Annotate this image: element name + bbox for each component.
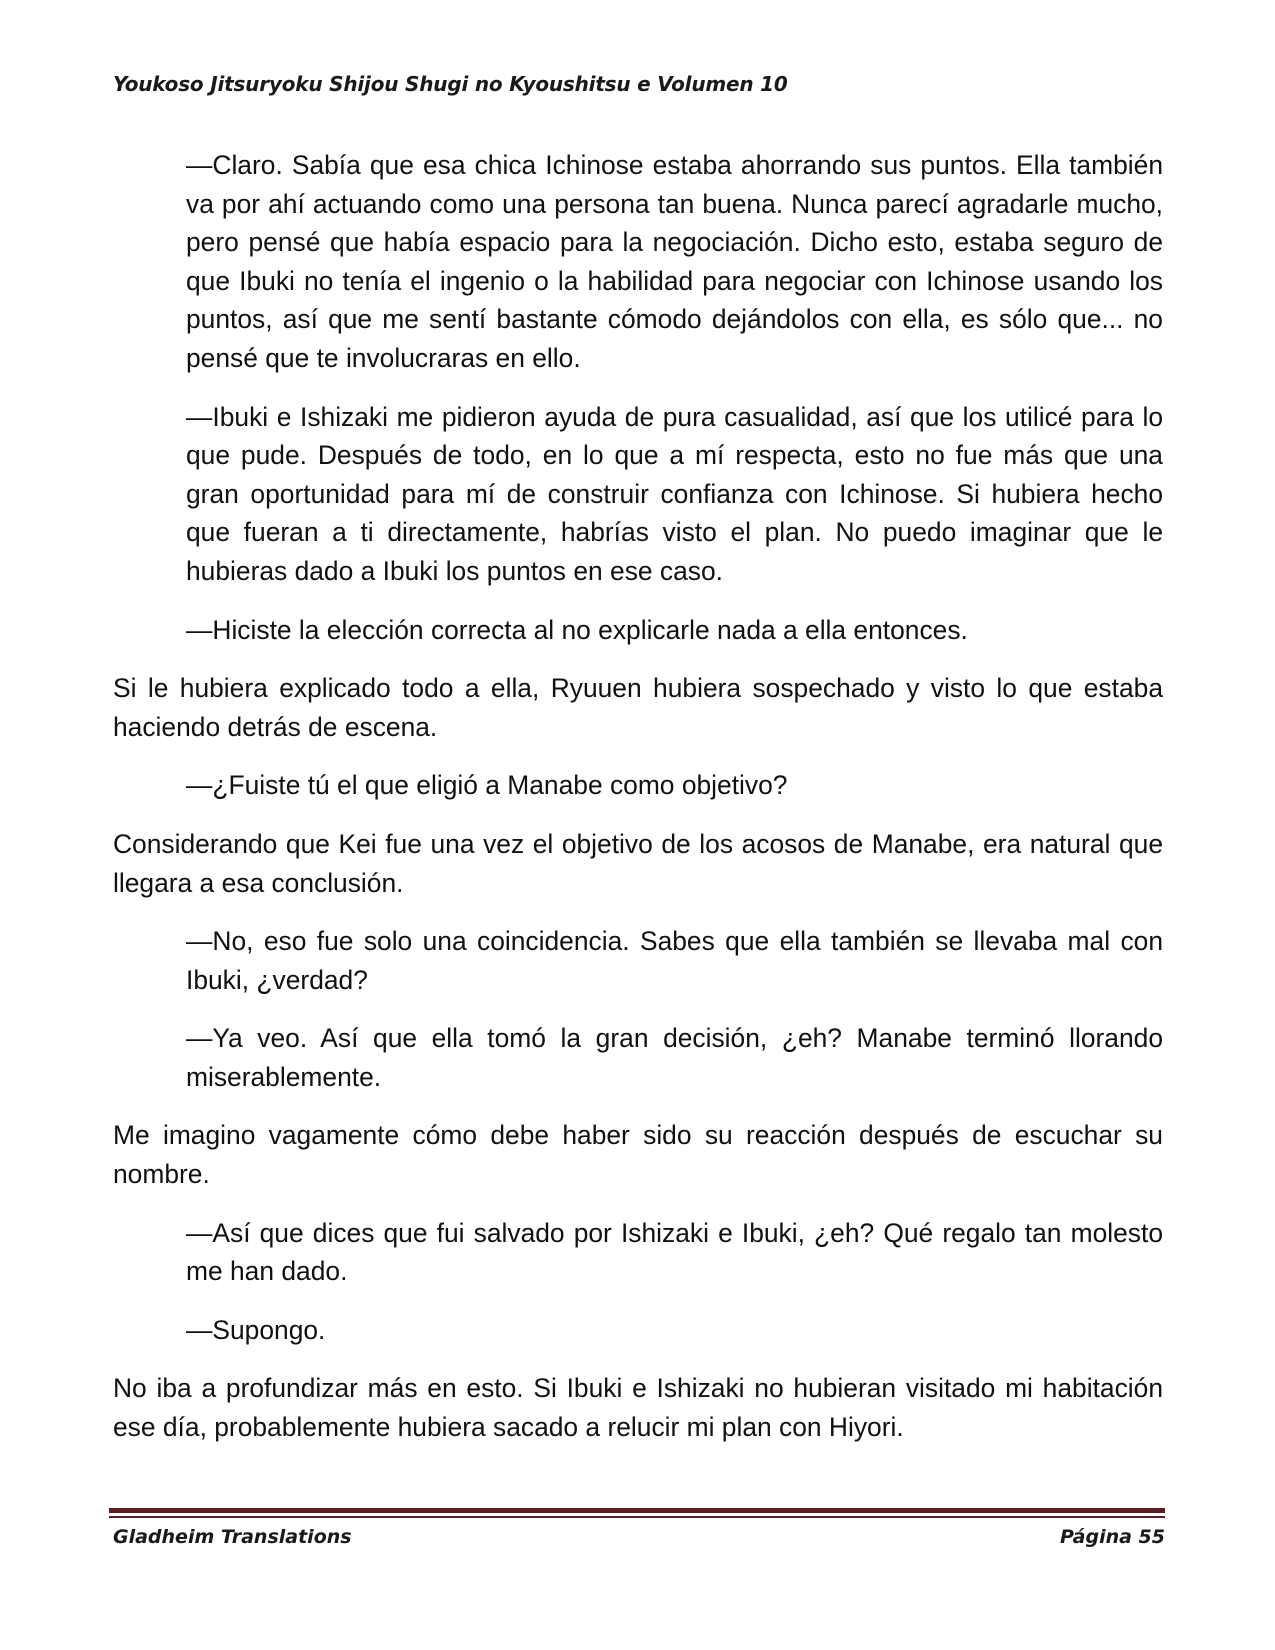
page-header-title: Youkoso Jitsuryoku Shijou Shugi no Kyoushitsu e Volumen 10 [113, 72, 788, 96]
dialogue-paragraph: —No, eso fue solo una coincidencia. Sabes que ella también se llevaba mal con Ibuki, ¿verdad? [186, 926, 1163, 995]
dialogue-paragraph: —Ibuki e Ishizaki me pidieron ayuda de pura casualidad, así que los utilicé para lo que pude. Después de todo, en lo que a mí respecta, esto no fue más que una gran oportunidad para mí de construir confianza con Ichinose. Si hubiera hecho que fueran a ti directamente, habrías visto el plan. No puedo imaginar que le hubieras dado a Ibuki los puntos en ese caso. [186, 401, 1163, 586]
footer-divider-thin [109, 1516, 1165, 1518]
footer-credit: Gladheim Translations [113, 1526, 352, 1548]
dialogue-paragraph: —Supongo. [186, 1314, 326, 1345]
footer-divider [109, 1508, 1165, 1513]
dialogue-paragraph: —Ya veo. Así que ella tomó la gran decisión, ¿eh? Manabe terminó llorando miserablemente. [186, 1023, 1163, 1092]
dialogue-paragraph: —Claro. Sabía que esa chica Ichinose estaba ahorrando sus puntos. Ella también va por ahí actuando como una persona tan buena. Nunca parecí agradarle mucho, pero pensé que había espacio para la negociación. Dicho esto, estaba seguro de que Ibuki no tenía el ingenio o la habilidad para negociar con Ichinose usando los puntos, así que me sentí bastante cómodo dejándolos con ella, es sólo que... no pensé que te involucraras en ello. [186, 150, 1163, 373]
dialogue-paragraph: —Así que dices que fui salvado por Ishizaki e Ibuki, ¿eh? Qué regalo tan molesto me han dado. [186, 1217, 1163, 1287]
document-body [113, 146, 1163, 1467]
dialogue-paragraph: —¿Fuiste tú el que eligió a Manabe como objetivo? [186, 770, 788, 801]
narration-paragraph: Considerando que Kei fue una vez el objetivo de los acosos de Manabe, era natural que llegara a esa conclusión. [113, 828, 1163, 898]
narration-paragraph: Si le hubiera explicado todo a ella, Ryuuen hubiera sospechado y visto lo que estaba haciendo detrás de escena. [113, 673, 1163, 742]
narration-paragraph: No iba a profundizar más en esto. Si Ibuki e Ishizaki no hubieran visitado mi habitación ese día, probablemente hubiera sacado a relucir mi plan con Hiyori. [113, 1373, 1163, 1443]
dialogue-paragraph: —Hiciste la elección correcta al no explicarle nada a ella entonces. [186, 614, 968, 645]
narration-paragraph: Me imagino vagamente cómo debe haber sido su reacción después de escuchar su nombre. [113, 1120, 1163, 1190]
page-number: Página 55 [1059, 1526, 1165, 1548]
